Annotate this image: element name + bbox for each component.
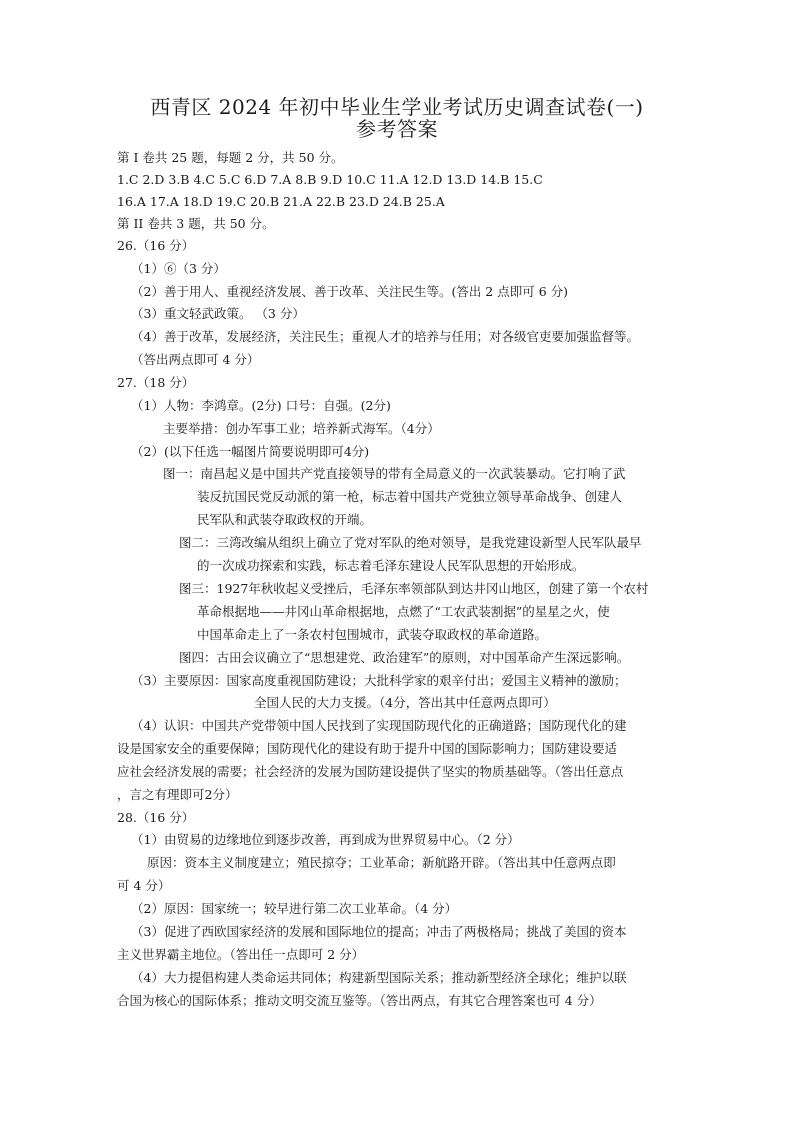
answer-key-row-1: 1.C 2.D 3.B 4.C 5.C 6.D 7.A 8.B 9.D 10.C 11.A 12.D 13.D 14.B 15.C [117, 172, 543, 187]
section-2-heading: 第 II 卷共 3 题，共 50 分。 [117, 216, 275, 231]
question-28-heading: 28.（16 分） [117, 810, 195, 825]
q27-figure-1-cont: 装反抗国民党反动派的第一枪，标志着中国共产党独立领导革命战争、创建人 [197, 489, 623, 504]
q27-answer-1-measures: 主要举措：创办军事工业；培养新式海军。（4分） [163, 421, 440, 436]
q28-answer-3-cont: 主义世界霸主地位。（答出任一点即可 2 分） [117, 947, 365, 962]
q26-answer-2: （2）善于用人、重视经济发展、善于改革、关注民生等。(答出 2 点即可 6 分) [131, 284, 569, 299]
q28-answer-1-reason-cont: 可 4 分） [117, 878, 171, 893]
q27-answer-4-cont: 应社会经济发展的需要；社会经济的发展为国防建设提供了坚实的物质基础等。（答出任意点 [117, 764, 624, 779]
q28-answer-1: （1）由贸易的边缘地位到逐步改善，再到成为世界贸易中心。（2 分） [131, 832, 520, 847]
q28-answer-4: （4）大力提倡构建人类命运共同体；构建新型国际关系；推动新型经济全球化；维护以联 [131, 970, 627, 985]
q28-answer-3: （3）促进了西欧国家经济的发展和国际地位的提高；冲击了两极格局；挑战了美国的资本 [131, 924, 627, 939]
q27-figure-2: 图二：三湾改编从组织上确立了党对军队的绝对领导，是我党建设新型人民军队最早 [179, 535, 642, 550]
q28-answer-1-reason: 原因：资本主义制度建立；殖民掠夺；工业革命；新航路开辟。（答出其中任意两点即 [147, 855, 616, 870]
q26-answer-3: （3）重文轻武政策。 （3 分） [131, 306, 305, 321]
question-27-heading: 27.（18 分） [117, 375, 195, 390]
q27-figure-2-cont: 的一次成功探索和实践，标志着毛泽东建设人民军队思想的开始形成。 [197, 558, 585, 573]
section-1-heading: 第 I 卷共 25 题，每题 2 分，共 50 分。 [117, 150, 344, 165]
q27-answer-4-cont: 设是国家安全的重要保障；国防现代化的建设有助于提升中国的国际影响力；国防建设要适 [117, 741, 618, 756]
q27-figure-4: 图四：古田会议确立了“思想建党、政治建军”的原则，对中国革命产生深远影响。 [179, 650, 630, 665]
q27-answer-2-intro: （2）(以下任选一幅图片简要说明即可4分) [131, 444, 370, 459]
q28-answer-4-cont: 合国为核心的国际体系；推动文明交流互鉴等。（答出两点，有其它合理答案也可 4 分） [117, 993, 602, 1008]
q27-answer-3: （3）主要原因：国家高度重视国防建设；大批科学家的艰辛付出；爱国主义精神的激励； [131, 673, 627, 688]
q27-answer-1: （1）人物：李鸿章。(2分) 口号：自强。(2分) [131, 398, 391, 413]
document-subtitle: 参考答案 [356, 117, 438, 141]
q28-answer-2: （2）原因：国家统一；较早进行第二次工业革命。（4 分） [131, 901, 458, 916]
q27-figure-1: 图一：南昌起义是中国共产党直接领导的带有全局意义的一次武装暴动。它打响了武 [163, 466, 626, 481]
q27-answer-4-cont: ，言之有理即可2分） [117, 787, 238, 802]
q27-answer-4: （4）认识：中国共产党带领中国人民找到了实现国防现代化的正确道路；国防现代化的建 [131, 718, 627, 733]
q27-figure-3: 图三：1927年秋收起义受挫后，毛泽东率领部队到达井冈山地区，创建了第一个农村 [179, 581, 649, 596]
q27-figure-3-cont: 革命根据地——井冈山革命根据地，点燃了“工农武装割据”的星星之火，使 [197, 604, 610, 619]
q27-figure-3-cont: 中国革命走上了一条农村包围城市，武装夺取政权的革命道路。 [197, 627, 548, 642]
q27-figure-1-cont: 民军队和武装夺取政权的开端。 [197, 512, 373, 527]
document-title: 西青区 2024 年初中毕业生学业考试历史调查试卷(一) [150, 95, 644, 119]
q26-answer-1: （1）⑥（3 分） [131, 261, 226, 276]
q26-answer-4: （4）善于改革，发展经济，关注民生；重视人才的培养与任用；对各级官吏要加强监督等。 [131, 329, 639, 344]
q26-answer-4-note: （答出两点即可 4 分） [131, 352, 260, 367]
q27-answer-3-cont: 全国人民的大力支援。（4分，答出其中任意两点即可） [254, 695, 556, 710]
answer-key-row-2: 16.A 17.A 18.D 19.C 20.B 21.A 22.B 23.D 24.B 25.A [117, 194, 445, 209]
question-26-heading: 26.（16 分） [117, 238, 195, 253]
